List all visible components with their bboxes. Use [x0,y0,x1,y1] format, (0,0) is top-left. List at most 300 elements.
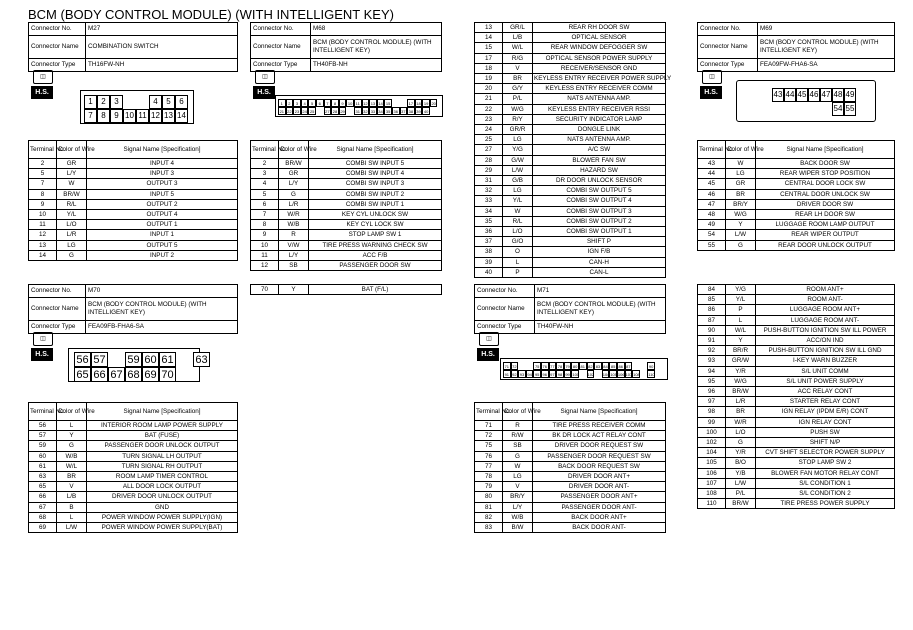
wire-color: L/W [57,523,87,533]
wire-color: L/R [279,199,309,209]
terminal-no: 97 [698,397,726,407]
connector-pin: 4 [149,95,162,109]
wire-color: L/O [726,427,756,437]
wire-color: G/B [503,176,533,186]
wire-color: L/Y [279,250,309,260]
connector-name-value: BCM (BODY CONTROL MODULE) (WITH INTELLIGENT KEY) [535,298,666,321]
connector-pin: 95 [534,372,540,377]
table-header-row [251,141,442,159]
connector-pin: 12 [149,109,162,123]
table-row [475,125,666,135]
signal-name: ACC RELAY CONT [756,387,895,397]
connector-pin: 21 [279,109,285,114]
signal-name: INPUT 1 [87,230,238,240]
wire-color: P [503,267,533,277]
signal-name: CAN-H [533,257,666,267]
wire-color: BR/W [726,499,756,509]
signal-name: DRIVER DOOR ANT+ [533,472,666,482]
terminal-no: 80 [475,492,503,502]
connector-pin: 96 [542,372,547,377]
wire-color: Y/R [726,366,756,376]
wire-color: W/L [503,43,533,53]
pin-grid [74,352,210,382]
connector-no-value: M68 [311,23,442,36]
wire-color: V/W [279,240,309,250]
table-row [475,155,666,165]
table-row [698,210,895,220]
table-row [251,261,442,271]
signal-name: COMBI SW OUTPUT 3 [533,206,666,216]
wire-color: V [503,63,533,73]
wire-color: L/W [726,478,756,488]
terminal-no: 61 [29,461,57,471]
terminal-no: 72 [475,431,503,441]
connector-pin: 67 [108,367,125,382]
terminal-no: 99 [698,417,726,427]
signal-name: INPUT 3 [87,169,238,179]
connector-pin: 2 [97,95,110,109]
table-row [698,427,895,437]
table-row [475,237,666,247]
connector-pin: 82 [588,364,593,369]
terminal-no: 43 [698,159,726,169]
wire-color: G/W [503,155,533,165]
signal-name: POWER WINDOW POWER SUPPLY(IGN) [87,512,238,522]
table-row [475,23,666,33]
signal-name: OUTPUT 1 [87,220,238,230]
connector-pin: 28 [332,109,338,114]
signal-name: ROOM ANT- [756,295,895,305]
connector-pin: 18 [416,101,421,106]
terminal-no: 71 [475,421,503,431]
signal-name: BACK DOOR SW [756,159,895,169]
wire-color: GR [57,159,87,169]
pin-gap [108,352,125,365]
signal-name: REAR WINDOW DEFOGGER SW [533,43,666,53]
wire-color: R/G [503,53,533,63]
pin-gap [400,99,408,105]
pin-gap [123,95,136,107]
signal-name: REAR WIPER OUTPUT [756,230,895,240]
table-row [698,230,895,240]
connector-no-label: Connector No. [29,285,86,298]
wire-color: O [503,247,533,257]
table-row [698,240,895,250]
connector-pin: 86 [618,364,623,369]
terminal-header: Terminal No. [29,403,57,421]
connector-pin: 37 [401,109,406,114]
table-row [475,43,666,53]
connector-pin: 4 [301,99,309,107]
connector-pin: 1 [84,95,97,109]
signal-name: RECEIVER/SENSOR GND [533,63,666,73]
pin-gap [594,370,602,376]
table-row [29,159,238,169]
terminal-no: 6 [251,199,279,209]
terminal-no: 86 [698,305,726,315]
table-row [698,346,895,356]
connector-pin: 34 [378,109,383,114]
signal-name: PUSH-BUTTON IGNITION SW ILL POWER [756,325,895,335]
terminal-no: 14 [29,250,57,260]
terminal-no: 24 [475,125,503,135]
wire-color: Y [57,431,87,441]
connector-pin: 31 [355,109,360,114]
signal-name: STARTER RELAY CONT [756,397,895,407]
signal-name: KEYLESS ENTRY RECEIVER POWER SUPPLY [534,75,672,83]
wire-color: L/O [503,227,533,237]
terminal-no: 27 [475,145,503,155]
terminal-no: 76 [475,451,503,461]
connector-type-label: Connector Type [698,59,758,72]
wire-color: P/L [726,489,756,499]
connector-pin: 68 [125,367,142,382]
signal-table-m68-cont [474,22,672,278]
wire-color: Y/L [503,196,533,206]
signal-name: COMBI SW INPUT 5 [309,159,442,169]
table-row [251,240,442,250]
terminal-no: 46 [698,189,726,199]
connector-pin: 55 [844,102,856,116]
terminal-no: 4 [251,179,279,189]
connector-pin: 79 [565,364,570,369]
table-row [698,199,895,209]
pin-gap [136,95,149,107]
wire-color: B/O [726,458,756,468]
connector-pin: 3 [293,99,301,107]
pin-gap [176,352,193,365]
terminal-no: 33 [475,196,503,206]
terminal-no: 87 [698,315,726,325]
connector-pin: 80 [572,364,578,369]
terminal-no: 106 [698,468,726,478]
terminal-no: 84 [698,285,726,295]
pin-gap [518,362,526,368]
signal-name: INPUT 5 [87,189,238,199]
table-row [475,33,666,43]
signal-name: DRIVER DOOR REQUEST SW [533,441,666,451]
terminal-no: 90 [698,325,726,335]
signal-name: LUGGAGE ROOM LAMP OUTPUT [756,220,895,230]
wire-color: G [503,451,533,461]
wire-color: G [726,240,756,250]
signal-name: KEY CYL UNLOCK SW [309,210,442,220]
connector-pin: 6 [175,95,188,109]
connector-pin: 17 [408,101,414,106]
wire-color-header: Color of Wire [726,141,756,159]
wire-color: LG [726,169,756,179]
table-row [698,376,895,386]
connector-pin: 8 [97,109,110,123]
table-row [29,210,238,220]
connector-pin: 5 [308,99,316,107]
connector-name-value: BCM (BODY CONTROL MODULE) (WITH INTELLIGENT KEY) [758,36,895,59]
signal-name: LUGGAGE ROOM ANT+ [756,305,895,315]
wire-color: W/R [726,417,756,427]
connector-pin: 46 [808,88,820,102]
wire-color: BR/Y [726,199,756,209]
wire-color: R/L [57,199,87,209]
connector-pin: 7 [324,99,332,107]
terminal-no: 11 [251,250,279,260]
table-row [251,189,442,199]
pin-gap [526,362,534,368]
wire-color: W/G [726,376,756,386]
connector-pin: 57 [91,352,108,367]
table-row [251,230,442,240]
terminal-no: 96 [698,387,726,397]
signal-name: BLOWER FAN SW [533,155,666,165]
terminal-no: 12 [29,230,57,240]
connector-no-label: Connector No. [698,23,758,36]
table-row [698,458,895,468]
connector-pin: 43 [772,88,784,102]
table-row [475,165,666,175]
signal-table-m68 [250,140,442,271]
wire-color: L/W [726,230,756,240]
table-row [698,189,895,199]
pin-gap [430,107,438,113]
table-row [475,84,666,94]
connector-pin: 10 [347,101,353,106]
table-row [698,478,895,488]
connector-pin: 105 [610,372,617,377]
signal-name: CENTRAL DOOR LOCK SW [756,179,895,189]
signal-name: COMBI SW OUTPUT 2 [533,216,666,226]
connector-pin: 12 [363,101,368,106]
signal-name: I-KEY WARN BUZZER [756,356,895,366]
connector-type-value: TH40FB-NH [311,59,442,72]
wire-color: V [503,482,533,492]
hs-badge: ◫ H.S. [253,70,275,98]
pin-grid [772,88,856,116]
terminal-no: 85 [698,295,726,305]
signal-name: IGN RELAY (IPDM E/R) CONT [756,407,895,417]
table-row [698,179,895,189]
pin-gap [579,370,587,376]
table-row [29,461,238,471]
connector-pin: 14 [175,109,188,123]
terminal-no: 8 [251,220,279,230]
connector-pin: 98 [557,372,563,377]
terminal-no: 66 [29,492,57,502]
terminal-no: 8 [29,189,57,199]
terminal-no: 110 [698,499,726,509]
table-row [475,145,666,155]
wire-color: P/L [503,94,533,104]
signal-name: ACC/ON IND [756,336,895,346]
signal-name: CAN-L [533,267,666,277]
connector-pin: 81 [580,364,585,369]
table-row [475,482,666,492]
table-row [475,492,666,502]
connector-icon: ◫ [33,70,53,84]
table-row [698,397,895,407]
signal-table-m69 [697,140,895,251]
table-row [29,431,238,441]
wire-color: BR [726,407,756,417]
signal-name: PASSENGER DOOR REQUEST SW [533,451,666,461]
signal-name: IGN RELAY CONT [756,417,895,427]
wire-color: L/Y [279,179,309,189]
table-header-row [698,141,895,159]
wire-color-header: Color of Wire [57,403,87,421]
connector-no-label: Connector No. [475,285,535,298]
wire-color: BR/W [726,387,756,397]
terminal-no: 93 [698,356,726,366]
terminal-no: 65 [29,482,57,492]
connector-pin: 65 [74,367,91,382]
terminal-no: 59 [29,441,57,451]
connector-pin: 20 [431,101,436,106]
terminal-no: 14 [475,33,503,43]
wire-color-header: Color of Wire [57,141,87,159]
wire-color: BR/R [726,346,756,356]
terminal-no: 94 [698,366,726,376]
signal-name: CVT SHIFT SELECTOR POWER SUPPLY [756,448,895,458]
terminal-no: 15 [475,43,503,53]
terminal-no: 40 [475,267,503,277]
connector-icon: ◫ [33,332,53,346]
wire-color: R [279,230,309,240]
connector-pin: 6 [316,99,324,107]
connector-pin: 11 [136,109,149,123]
wire-color: G/Y [503,84,533,94]
connector-no-value: M70 [86,285,238,298]
connector-pin: 7 [84,109,97,123]
table-row [475,523,666,533]
connector-pin: 93 [519,372,525,377]
signal-name: PASSENGER DOOR UNLOCK OUTPUT [87,441,238,451]
connector-pin: 92 [512,372,517,377]
table-row [29,421,238,431]
signal-name: CENTRAL DOOR UNLOCK SW [756,189,895,199]
wire-color: L [503,257,533,267]
wire-color: LG [503,186,533,196]
table-row [475,186,666,196]
connector-pin: 56 [74,352,91,367]
connector-pin: 13 [370,101,376,106]
connector-pin: 25 [309,109,315,114]
pin-gap [392,99,400,105]
wire-color: G [279,189,309,199]
signal-name-header: Signal Name [Specification] [87,141,238,159]
connector-pin: 23 [294,109,300,114]
pin-gap [772,102,784,114]
table-row [475,461,666,471]
connector-name-label: Connector Name [29,298,86,321]
signal-name: SECURITY INDICATOR LAMP [533,114,666,124]
signal-name: COMBI SW OUTPUT 5 [533,186,666,196]
signal-name: GND [87,502,238,512]
terminal-no: 3 [251,169,279,179]
signal-name: SHIFT N/P [756,438,895,448]
wire-color: V [57,482,87,492]
table-row [475,114,666,124]
connector-pin: 2 [286,99,294,107]
pin-gap [316,107,324,113]
wire-color: W [503,461,533,471]
table-row [475,135,666,145]
table-row [475,216,666,226]
connector-pin: 71 [504,364,510,369]
connector-pin: 94 [527,372,532,377]
terminal-header: Terminal No. [698,141,726,159]
signal-name: A/C SW [533,145,666,155]
terminal-no: 28 [475,155,503,165]
connector-pin: 78 [557,364,563,369]
terminal-no: 11 [29,220,57,230]
terminal-no: 78 [475,472,503,482]
table-row [475,94,666,104]
connector-pin: 32 [363,109,368,114]
table-header-row [475,403,666,421]
table-row [475,206,666,216]
wire-color: Y/L [57,210,87,220]
table-row [475,227,666,237]
table-row [475,472,666,482]
wire-color: BR/Y [503,492,533,502]
table-row [29,199,238,209]
connector-name-label: Connector Name [475,298,535,321]
signal-name-header: Signal Name [Specification] [87,403,238,421]
table-row [698,285,895,295]
signal-name: BACK DOOR ANT+ [533,512,666,522]
table-row [475,502,666,512]
connector-pin: 66 [91,367,108,382]
signal-name: INTERIOR ROOM LAMP POWER SUPPLY [87,421,238,431]
connector-pin: 33 [370,109,376,114]
wire-color: L/W [503,165,533,175]
wire-color: W [726,159,756,169]
connector-pin: 19 [423,101,429,106]
connector-pin: 84 [603,364,608,369]
signal-table-m71-cont [697,284,895,509]
connector-no-value: M27 [86,23,238,36]
table-row [698,417,895,427]
wire-color: W/G [503,104,533,114]
terminal-no: 68 [29,512,57,522]
table-row [698,448,895,458]
signal-table-m71 [474,402,666,533]
wire-color: W/L [57,461,87,471]
signal-name: S/L CONDITION 2 [756,489,895,499]
terminal-no: 49 [698,220,726,230]
wire-color: Y [726,220,756,230]
wire-color: Y [279,285,309,295]
wire-color: GR [726,179,756,189]
connector-name-value: BCM (BODY CONTROL MODULE) (WITH INTELLIGENT KEY) [86,298,238,321]
wire-color: GR/L [503,23,533,33]
signal-name: COMBI SW OUTPUT 1 [533,227,666,237]
wire-color: BR/W [279,159,309,169]
table-row [698,295,895,305]
table-row [698,305,895,315]
terminal-no: 104 [698,448,726,458]
signal-table-m70 [28,402,238,533]
signal-name: BAT (F/L) [309,285,442,295]
wire-color: R/Y [503,114,533,124]
signal-name-header: Signal Name [Specification] [533,403,666,421]
table-row [475,441,666,451]
terminal-no: 60 [29,451,57,461]
connector-pin: 69 [142,367,159,382]
terminal-no: 70 [251,285,279,295]
table-row [29,220,238,230]
terminal-no: 91 [698,336,726,346]
connector-type-label: Connector Type [29,59,86,72]
table-row [29,482,238,492]
